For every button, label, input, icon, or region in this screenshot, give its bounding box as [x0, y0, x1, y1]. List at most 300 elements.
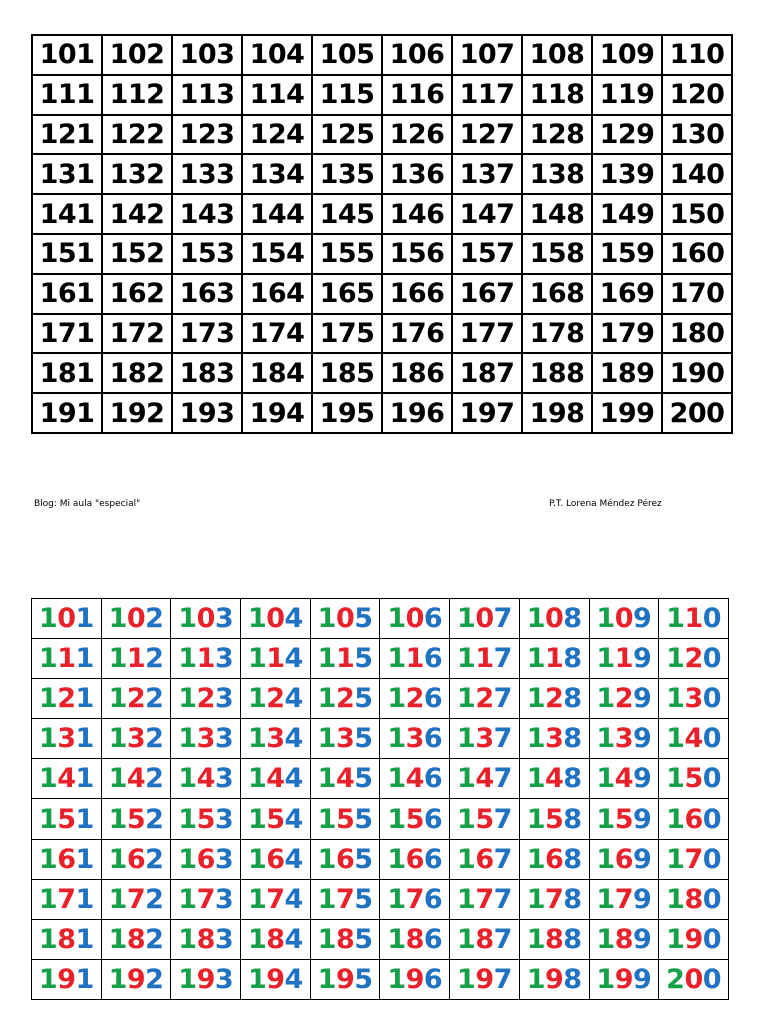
tens-digit: 1	[126, 643, 146, 675]
units-digit: 1	[75, 843, 94, 875]
tens-digit: 2	[57, 683, 76, 715]
hundreds-digit: 1	[457, 803, 476, 835]
hundreds-digit: 1	[457, 883, 476, 915]
units-digit: 1	[75, 963, 94, 995]
number-cell: 143	[172, 194, 242, 234]
number-cell: 200	[662, 393, 732, 433]
hundreds-digit: 1	[38, 803, 58, 835]
units-digit: 1	[75, 643, 94, 675]
units-digit: 0	[702, 803, 722, 835]
hundreds-digit: 1	[526, 643, 545, 675]
table-row	[32, 75, 732, 115]
units-digit: 8	[563, 963, 582, 995]
units-digit: 6	[423, 963, 443, 995]
tens-digit: 1	[684, 603, 703, 635]
tens-digit: 9	[545, 963, 564, 995]
hundreds-digit: 1	[387, 843, 406, 875]
tens-digit: 1	[196, 643, 215, 675]
number-cell	[659, 599, 729, 639]
hundreds-digit: 1	[596, 963, 615, 995]
units-digit: 1	[75, 883, 94, 915]
tens-digit: 4	[545, 763, 564, 795]
number-cell	[101, 919, 171, 959]
number-cell: 175	[312, 314, 382, 354]
units-digit: 6	[423, 803, 443, 835]
hundreds-digit: 1	[247, 963, 267, 995]
tens-digit: 1	[545, 643, 564, 675]
number-cell	[171, 799, 241, 839]
tens-digit: 7	[266, 883, 285, 915]
tens-digit: 8	[614, 923, 633, 955]
tens-digit: 4	[405, 763, 424, 795]
hundreds-digit: 1	[387, 963, 406, 995]
tens-digit: 5	[335, 803, 355, 835]
number-cell	[101, 599, 171, 639]
tens-digit: 9	[684, 923, 703, 955]
units-digit: 3	[214, 923, 234, 955]
units-digit: 2	[145, 763, 164, 795]
number-cell	[310, 679, 380, 719]
tens-digit: 5	[684, 763, 703, 795]
number-cell: 151	[32, 234, 102, 274]
number-cell	[519, 599, 589, 639]
tens-digit: 5	[126, 803, 146, 835]
number-cell: 170	[662, 274, 732, 314]
units-digit: 2	[145, 803, 164, 835]
tens-digit: 6	[475, 843, 494, 875]
number-cell: 127	[452, 115, 522, 155]
units-digit: 9	[632, 923, 652, 955]
number-cell	[589, 679, 659, 719]
number-cell: 171	[32, 314, 102, 354]
tens-digit: 6	[405, 843, 424, 875]
tens-digit: 2	[335, 683, 355, 715]
number-cell	[101, 759, 171, 799]
tens-digit: 8	[266, 923, 285, 955]
number-cell	[32, 799, 102, 839]
hundreds-digit: 1	[317, 923, 336, 955]
number-cell	[519, 839, 589, 879]
number-cell	[380, 759, 450, 799]
units-digit: 0	[702, 683, 722, 715]
tens-digit: 9	[475, 963, 494, 995]
number-cell	[241, 679, 311, 719]
units-digit: 0	[702, 603, 722, 635]
number-cell: 125	[312, 115, 382, 155]
units-digit: 5	[354, 763, 373, 795]
hundreds-digit: 1	[526, 723, 545, 755]
number-cell	[519, 639, 589, 679]
hundreds-digit: 1	[457, 843, 476, 875]
hundreds-digit: 1	[387, 683, 406, 715]
number-cell	[241, 879, 311, 919]
number-grid-color	[31, 598, 729, 1000]
tens-digit: 5	[57, 803, 76, 835]
units-digit: 0	[702, 843, 722, 875]
number-cell	[32, 599, 102, 639]
tens-digit: 4	[57, 763, 76, 795]
number-cell: 133	[172, 154, 242, 194]
number-cell: 199	[592, 393, 662, 433]
hundreds-digit: 1	[666, 683, 685, 715]
units-digit: 6	[423, 643, 443, 675]
number-cell	[450, 919, 520, 959]
units-digit: 8	[563, 843, 582, 875]
number-cell	[380, 839, 450, 879]
tens-digit: 7	[684, 843, 703, 875]
number-cell	[32, 959, 102, 999]
number-cell: 107	[452, 35, 522, 75]
number-cell: 185	[312, 353, 382, 393]
hundreds-digit: 1	[596, 803, 615, 835]
number-cell: 119	[592, 75, 662, 115]
table-row	[32, 759, 729, 799]
number-cell	[450, 799, 520, 839]
tens-digit: 4	[684, 723, 703, 755]
tens-digit: 4	[196, 763, 215, 795]
table-row	[32, 154, 732, 194]
table-row	[32, 879, 729, 919]
number-cell: 165	[312, 274, 382, 314]
tens-digit: 9	[126, 963, 146, 995]
number-cell	[32, 839, 102, 879]
number-cell	[241, 919, 311, 959]
number-cell	[241, 799, 311, 839]
hundreds-digit: 1	[387, 723, 406, 755]
tens-digit: 6	[126, 843, 146, 875]
hundreds-digit: 1	[387, 883, 406, 915]
number-cell	[32, 919, 102, 959]
units-digit: 8	[563, 643, 582, 675]
number-cell: 163	[172, 274, 242, 314]
hundreds-digit: 1	[387, 923, 406, 955]
number-cell	[380, 959, 450, 999]
number-cell: 186	[382, 353, 452, 393]
tens-digit: 0	[614, 603, 633, 635]
units-digit: 2	[145, 883, 164, 915]
tens-digit: 8	[475, 923, 494, 955]
tens-digit: 8	[57, 923, 76, 955]
number-cell: 150	[662, 194, 732, 234]
hundreds-digit: 1	[247, 603, 267, 635]
hundreds-digit: 1	[526, 803, 545, 835]
units-digit: 2	[145, 963, 164, 995]
number-cell: 116	[382, 75, 452, 115]
number-cell: 157	[452, 234, 522, 274]
hundreds-digit: 1	[38, 763, 58, 795]
number-cell	[241, 959, 311, 999]
number-cell	[589, 879, 659, 919]
hundreds-digit: 1	[38, 643, 58, 675]
units-digit: 4	[284, 643, 303, 675]
units-digit: 3	[214, 963, 234, 995]
tens-digit: 5	[266, 803, 285, 835]
hundreds-digit: 1	[457, 643, 476, 675]
number-cell	[310, 839, 380, 879]
number-cell: 162	[102, 274, 172, 314]
blog-label: Blog: Mi aula "especial"	[34, 499, 141, 509]
units-digit: 2	[145, 603, 164, 635]
number-cell: 173	[172, 314, 242, 354]
tens-digit: 4	[335, 763, 355, 795]
hundreds-digit: 1	[666, 603, 685, 635]
units-digit: 7	[493, 763, 512, 795]
number-cell: 105	[312, 35, 382, 75]
units-digit: 2	[145, 923, 164, 955]
number-cell	[32, 759, 102, 799]
hundreds-digit: 1	[178, 843, 197, 875]
number-cell	[450, 679, 520, 719]
number-cell: 148	[522, 194, 592, 234]
hundreds-digit: 1	[666, 923, 685, 955]
units-digit: 6	[423, 923, 443, 955]
number-cell: 196	[382, 393, 452, 433]
number-cell: 147	[452, 194, 522, 234]
tens-digit: 3	[475, 723, 494, 755]
units-digit: 3	[214, 683, 234, 715]
units-digit: 2	[145, 683, 164, 715]
number-cell	[171, 759, 241, 799]
hundreds-digit: 1	[247, 843, 267, 875]
hundreds-digit: 1	[108, 803, 127, 835]
tens-digit: 1	[614, 643, 633, 675]
hundreds-digit: 1	[38, 683, 58, 715]
units-digit: 5	[354, 723, 373, 755]
hundreds-digit: 1	[526, 603, 545, 635]
number-cell: 189	[592, 353, 662, 393]
units-digit: 2	[145, 643, 164, 675]
number-cell: 158	[522, 234, 592, 274]
tens-digit: 7	[335, 883, 355, 915]
number-cell	[659, 839, 729, 879]
units-digit: 4	[284, 923, 303, 955]
units-digit: 8	[563, 923, 582, 955]
tens-digit: 3	[684, 683, 703, 715]
hundreds-digit: 1	[247, 723, 267, 755]
hundreds-digit: 1	[596, 723, 615, 755]
units-digit: 5	[354, 603, 373, 635]
units-digit: 3	[214, 763, 234, 795]
units-digit: 9	[632, 963, 652, 995]
tens-digit: 5	[196, 803, 215, 835]
number-cell	[171, 599, 241, 639]
number-cell	[101, 679, 171, 719]
number-cell	[171, 719, 241, 759]
number-cell: 113	[172, 75, 242, 115]
units-digit: 5	[354, 923, 373, 955]
number-cell: 111	[32, 75, 102, 115]
number-cell	[450, 599, 520, 639]
number-cell: 122	[102, 115, 172, 155]
table-row	[32, 959, 729, 999]
number-grid-black-body	[32, 35, 732, 433]
number-cell: 184	[242, 353, 312, 393]
tens-digit: 3	[614, 723, 633, 755]
tens-digit: 6	[196, 843, 215, 875]
units-digit: 9	[632, 763, 652, 795]
number-cell	[659, 799, 729, 839]
number-cell: 112	[102, 75, 172, 115]
number-cell	[519, 799, 589, 839]
hundreds-digit: 1	[38, 963, 58, 995]
number-grid-color-body	[32, 599, 729, 1000]
tens-digit: 0	[126, 603, 146, 635]
number-cell: 131	[32, 154, 102, 194]
units-digit: 9	[632, 843, 652, 875]
units-digit: 0	[702, 643, 722, 675]
tens-digit: 9	[335, 963, 355, 995]
units-digit: 9	[632, 883, 652, 915]
hundreds-digit: 1	[178, 963, 197, 995]
units-digit: 8	[563, 803, 582, 835]
tens-digit: 3	[126, 723, 146, 755]
units-digit: 1	[75, 763, 94, 795]
hundreds-digit: 1	[108, 683, 127, 715]
units-digit: 8	[563, 603, 582, 635]
number-cell	[589, 599, 659, 639]
table-row	[32, 274, 732, 314]
number-cell	[101, 839, 171, 879]
number-cell	[659, 959, 729, 999]
number-cell	[310, 759, 380, 799]
number-cell	[659, 719, 729, 759]
units-digit: 1	[75, 923, 94, 955]
number-cell: 178	[522, 314, 592, 354]
hundreds-digit: 1	[108, 763, 127, 795]
number-cell: 181	[32, 353, 102, 393]
units-digit: 0	[702, 723, 722, 755]
number-cell	[310, 799, 380, 839]
table-row	[32, 679, 729, 719]
hundreds-digit: 1	[457, 603, 476, 635]
number-cell: 168	[522, 274, 592, 314]
number-cell: 169	[592, 274, 662, 314]
units-digit: 6	[423, 763, 443, 795]
number-cell: 137	[452, 154, 522, 194]
number-cell: 172	[102, 314, 172, 354]
hundreds-digit: 1	[666, 843, 685, 875]
tens-digit: 9	[196, 963, 215, 995]
hundreds-digit: 1	[317, 963, 336, 995]
number-cell: 180	[662, 314, 732, 354]
hundreds-digit: 1	[457, 963, 476, 995]
units-digit: 8	[563, 883, 582, 915]
units-digit: 0	[702, 763, 722, 795]
tens-digit: 0	[196, 603, 215, 635]
units-digit: 1	[75, 803, 94, 835]
number-cell	[310, 719, 380, 759]
number-cell	[310, 959, 380, 999]
tens-digit: 2	[614, 683, 633, 715]
tens-digit: 9	[266, 963, 285, 995]
tens-digit: 2	[266, 683, 285, 715]
hundreds-digit: 1	[666, 643, 685, 675]
hundreds-digit: 1	[526, 883, 545, 915]
hundreds-digit: 1	[317, 883, 336, 915]
hundreds-digit: 1	[178, 723, 197, 755]
number-cell	[241, 759, 311, 799]
number-cell: 195	[312, 393, 382, 433]
hundreds-digit: 1	[178, 643, 197, 675]
tens-digit: 2	[405, 683, 424, 715]
number-cell: 121	[32, 115, 102, 155]
table-row	[32, 353, 732, 393]
units-digit: 5	[354, 963, 373, 995]
number-cell	[310, 919, 380, 959]
number-cell: 142	[102, 194, 172, 234]
hundreds-digit: 1	[457, 763, 476, 795]
number-cell	[380, 879, 450, 919]
units-digit: 7	[493, 683, 512, 715]
units-digit: 0	[702, 883, 722, 915]
hundreds-digit: 1	[108, 883, 127, 915]
units-digit: 0	[702, 963, 722, 995]
number-cell: 154	[242, 234, 312, 274]
number-cell: 188	[522, 353, 592, 393]
number-cell: 159	[592, 234, 662, 274]
hundreds-digit: 1	[317, 643, 336, 675]
hundreds-digit: 1	[457, 683, 476, 715]
units-digit: 8	[563, 683, 582, 715]
number-cell	[171, 679, 241, 719]
hundreds-digit: 1	[38, 883, 58, 915]
table-row	[32, 719, 729, 759]
number-cell	[380, 719, 450, 759]
tens-digit: 4	[266, 763, 285, 795]
number-cell: 134	[242, 154, 312, 194]
tens-digit: 0	[475, 603, 494, 635]
hundreds-digit: 1	[526, 963, 545, 995]
number-cell	[171, 879, 241, 919]
number-cell	[659, 919, 729, 959]
number-cell: 187	[452, 353, 522, 393]
number-cell	[589, 839, 659, 879]
hundreds-digit: 1	[178, 883, 197, 915]
tens-digit: 3	[335, 723, 355, 755]
number-cell	[519, 719, 589, 759]
hundreds-digit: 1	[526, 843, 545, 875]
tens-digit: 0	[266, 603, 285, 635]
number-cell: 135	[312, 154, 382, 194]
number-cell: 124	[242, 115, 312, 155]
number-cell	[589, 719, 659, 759]
units-digit: 7	[493, 723, 512, 755]
number-cell: 101	[32, 35, 102, 75]
number-cell: 126	[382, 115, 452, 155]
number-cell: 103	[172, 35, 242, 75]
units-digit: 1	[75, 683, 94, 715]
units-digit: 4	[284, 843, 303, 875]
hundreds-digit: 1	[108, 843, 127, 875]
tens-digit: 6	[614, 843, 633, 875]
tens-digit: 7	[57, 883, 76, 915]
number-cell: 141	[32, 194, 102, 234]
number-cell	[310, 599, 380, 639]
number-grid-black	[31, 34, 733, 434]
number-cell	[659, 679, 729, 719]
number-cell: 176	[382, 314, 452, 354]
units-digit: 3	[214, 603, 234, 635]
hundreds-digit: 1	[596, 763, 615, 795]
number-cell	[380, 639, 450, 679]
units-digit: 5	[354, 683, 373, 715]
author-label: P.T. Lorena Méndez Pérez	[549, 499, 662, 509]
hundreds-digit: 1	[526, 763, 545, 795]
units-digit: 7	[493, 923, 512, 955]
number-cell: 153	[172, 234, 242, 274]
units-digit: 6	[423, 723, 443, 755]
hundreds-digit: 1	[108, 963, 127, 995]
